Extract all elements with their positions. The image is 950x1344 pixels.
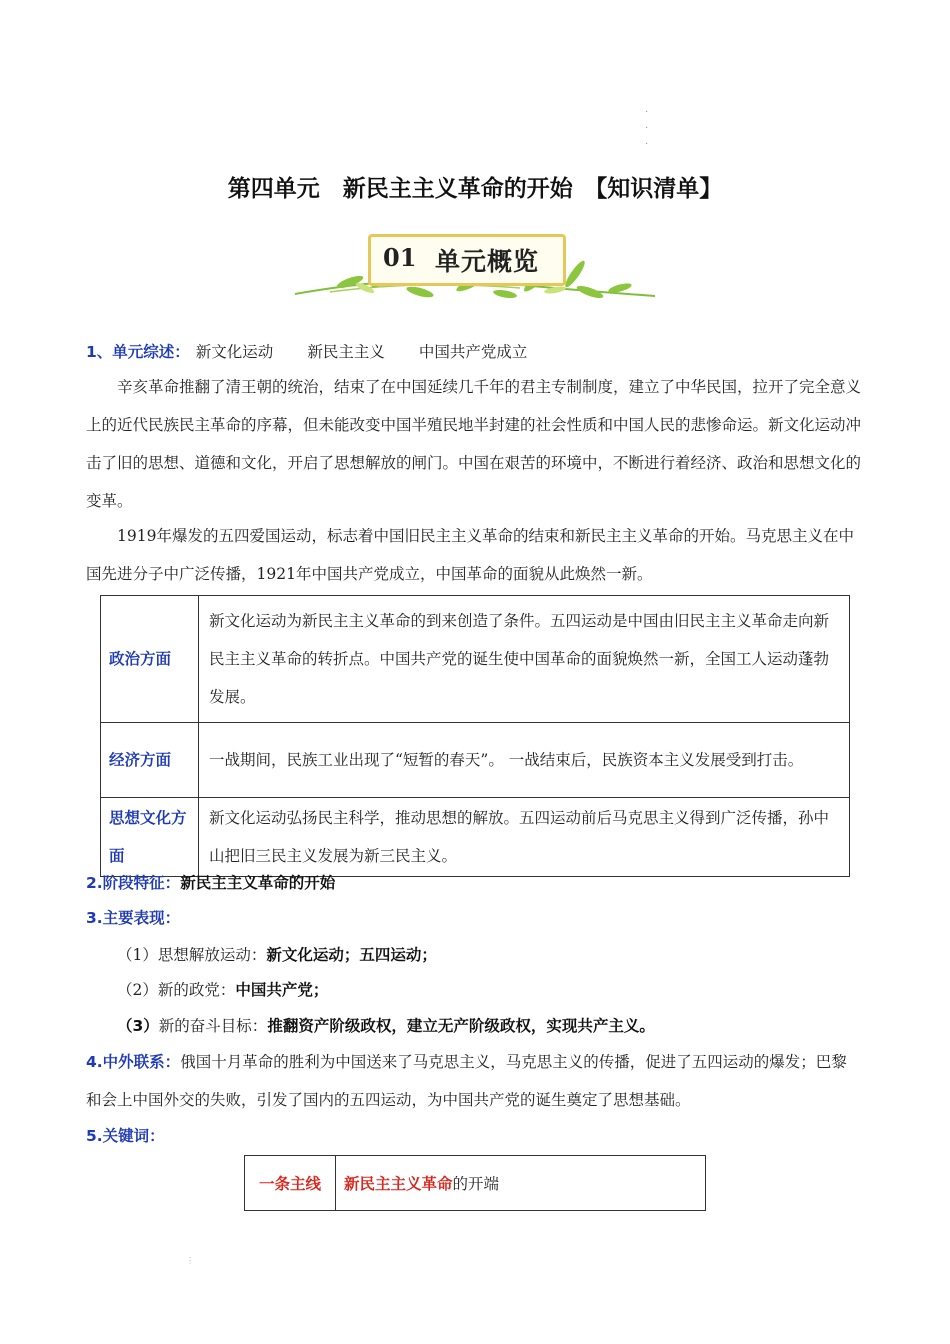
section-1-heading [86, 333, 861, 371]
section-4 [86, 1043, 861, 1119]
keyword-rest: 的开端 [452, 1175, 500, 1193]
item-value: 新文化运动；五四运动； [266, 946, 437, 964]
banner-box [368, 234, 566, 286]
section-2-head: 2.阶段特征： [86, 874, 181, 892]
item-number: （3） [117, 1017, 159, 1035]
table-row [101, 723, 850, 798]
table-row [101, 596, 850, 723]
section-5-head: 5.关键词： [86, 1127, 165, 1145]
section-2-text: 新民主主义革命的开始 [180, 874, 336, 892]
section-3-heading [86, 899, 861, 937]
keyword-table [244, 1155, 706, 1211]
table-row [245, 1156, 706, 1211]
keyword: 新民主主义 [307, 343, 385, 361]
paragraph-1: 辛亥革命推翻了清王朝的统治，结束了在中国延续几千年的君主专制制度，建立了中华民国，拉开了完全意义上的近代民族民主革命的序幕，但未能改变中国半殖民地半封建的社会性质和中国人民的悲惨命运。新文化运动冲击了旧的思想、道德和文化，开启了思想解放的闸门。中国在艰苦的环境中，不断进行着经济、政治和思想文化的变革。 [86, 378, 862, 510]
item-value: 中国共产党； [235, 981, 329, 999]
list-item [117, 936, 892, 974]
item-number: （1） [117, 946, 158, 964]
banner-number: 01 [383, 243, 417, 272]
section-1-head: 1、单元综述： [86, 343, 190, 361]
item-label: 新的政党： [157, 981, 236, 999]
section-2 [86, 864, 861, 902]
row-header: 经济方面 [101, 723, 199, 798]
section-3-head: 3.主要表现： [86, 909, 181, 927]
row-content: 新文化运动弘扬民主科学，推动思想的解放。五四运动前后马克思主义得到广泛传播，孙中山把旧三民主义发展为新三民主义。 [199, 798, 850, 877]
keyword-content [336, 1156, 706, 1211]
list-item [117, 971, 892, 1009]
section-4-head: 4.中外联系： [86, 1053, 181, 1071]
section-4-text: 俄国十月革命的胜利为中国送来了马克思主义，马克思主义的传播，促进了五四运动的爆发；巴黎和会上中国外交的失败，引发了国内的五四运动，为中国共产党的诞生奠定了思想基础。 [86, 1053, 847, 1109]
keyword: 新文化运动 [195, 343, 274, 361]
row-header: 政治方面 [101, 596, 199, 723]
item-value: 推翻资产阶级政权，建立无产阶级政权，实现共产主义。 [267, 1017, 655, 1035]
paragraph-2: 1919年爆发的五四爱国运动，标志着中国旧民主主义革命的结束和新民主主义革命的开始。马克思主义在中国先进分子中广泛传播，1921年中国共产党成立，中国革命的面貌从此焕然一新。 [86, 527, 854, 583]
item-label: 思想解放运动： [157, 946, 267, 964]
footer-mark: ⋮ [186, 1256, 194, 1265]
item-number: （2） [117, 981, 158, 999]
page-title: 第四单元 新民主主义革命的开始 【知识清单】 [227, 176, 723, 202]
keyword-header [245, 1156, 336, 1211]
overview-table [100, 595, 850, 877]
list-item [117, 1007, 892, 1045]
decorative-dots: · · · [645, 107, 649, 150]
keyword: 中国共产党成立 [418, 343, 528, 361]
row-content: 一战期间，民族工业出现了“短暂的春天”。 一战结束后，民族资本主义发展受到打击。 [199, 723, 850, 798]
item-label: 新的奋斗目标： [158, 1017, 268, 1035]
keyword-header-text: 一条主线 [258, 1175, 321, 1193]
section-5-heading [86, 1117, 861, 1155]
row-content: 新文化运动为新民主主义革命的到来创造了条件。五四运动是中国由旧民主主义革命走向新民主主义革命的转折点。中国共产党的诞生使中国革命的面貌焕然一新，全国工人运动蓬勃发展。 [199, 596, 850, 723]
section-banner [290, 222, 660, 306]
row-header: 思想文化方面 [101, 798, 199, 877]
banner-label: 单元概览 [435, 247, 540, 276]
keyword-highlight: 新民主主义革命 [344, 1175, 453, 1193]
